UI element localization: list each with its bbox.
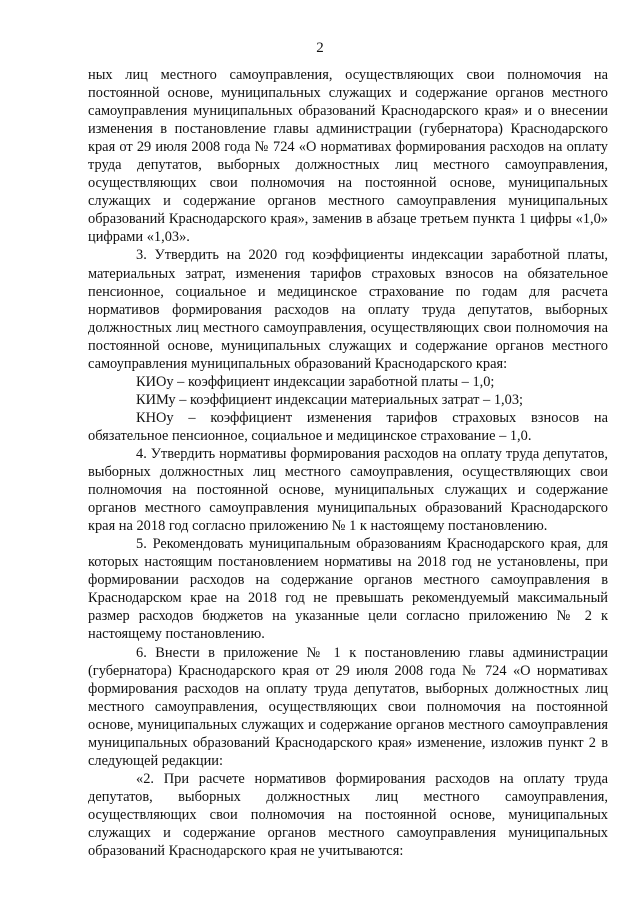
paragraph-quoted-item-2: «2. При расчете нормативов формирования расходов на оплату труда депутатов, выборных должностных лиц местного самоуправления, осуществляющих свои полномочия на постоянной основе, муниципальных служащих и содержание органов местного самоуправления муниципальных образований Краснодарского края не учитываются:	[88, 770, 608, 860]
paragraph-kimu: КИМу – коэффициент индексации материальных затрат – 1,03;	[136, 391, 524, 408]
paragraph-knou: КНОу – коэффициент изменения тарифов страховых взносов на обязательное пенсионное, социальное и медицинское страхование – 1,0.	[88, 409, 608, 444]
paragraph-item-6: 6. Внести в приложение № 1 к постановлению главы администрации (губернатора) Краснодарского края от 29 июля 2008 года № 724 «О нормативах формирования расходов на оплату труда депутатов, выборных должностных лиц местного самоуправления, осуществляющих свои полномочия на постоянной основе, муниципальных служащих и содержание органов местного самоуправления муниципальных образований Краснодарского края» изменение, изложив пункт 2 в следующей редакции:	[88, 644, 608, 769]
paragraph-continuation: ных лиц местного самоуправления, осуществляющих свои полномочия на постоянной основе, муниципальных служащих и содержание органов местного самоуправления муниципальных образований Краснодарского края» и о внесении изменения в постановление главы администрации (губернатора) Краснодарского края от 29 июля 2008 года № 724 «О нормативах формирования расходов на оплату труда депутатов, выборных должностных лиц местного самоуправления, осуществляющих свои полномочия на постоянной основе, муниципальных служащих и содержание органов местного самоуправления муниципальных образований Краснодарского края», заменив в абзаце третьем пункта 1 цифры «1,0» цифрами «1,03».	[88, 67, 608, 246]
paragraph-kiou: КИОу – коэффициент индексации заработной платы – 1,0;	[136, 373, 495, 390]
page-number: 2	[316, 40, 324, 56]
paragraph-item-5: 5. Рекомендовать муниципальным образованиям Краснодарского края, для которых настоящим постановлением нормативы на 2018 год не установлены, при формировании расходов на содержание органов местного самоуправления в Краснодарском крае на 2018 год не превышать рекомендуемый максимальный размер расходов бюджетов на указанные цели согласно приложению № 2 к настоящему постановлению.	[88, 536, 608, 643]
document-body	[88, 66, 608, 860]
paragraph-item-4: 4. Утвердить нормативы формирования расходов на оплату труда депутатов, выборных должностных лиц местного самоуправления, осуществляющих свои полномочия на постоянной основе, муниципальных служащих и содержание органов местного самоуправления муниципальных образований Краснодарского края на 2018 год согласно приложению № 1 к настоящему постановлению.	[88, 445, 608, 535]
paragraph-item-3: 3. Утвердить на 2020 год коэффициенты индексации заработной платы, материальных затрат, изменения тарифов страховых взносов на обязательное пенсионное, социальное и медицинское страхование по годам для расчета нормативов формирования расходов на оплату труда депутатов, выборных должностных лиц местного самоуправления, осуществляющих свои полномочия на постоянной основе, муниципальных служащих и содержание органов местного самоуправления муниципальных образований Краснодарского края:	[88, 247, 608, 372]
